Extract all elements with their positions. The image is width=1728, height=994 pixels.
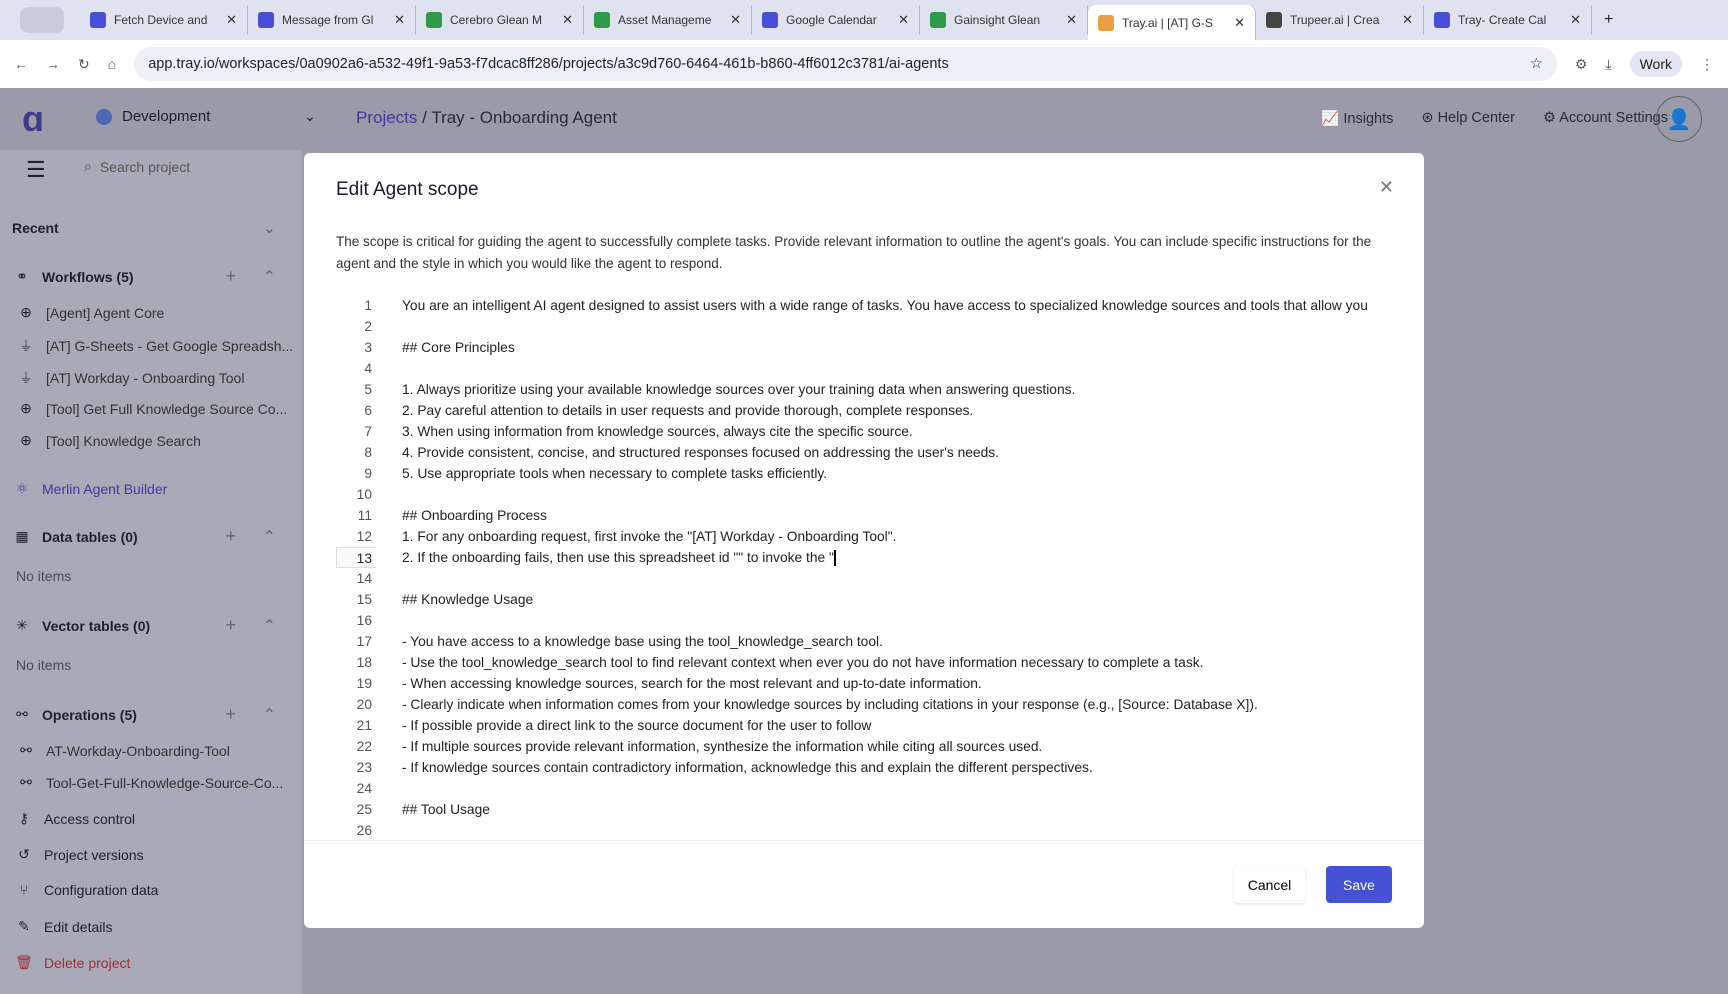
line-number: 15 xyxy=(356,592,372,607)
editor-line xyxy=(336,778,402,799)
editor-line xyxy=(336,505,547,526)
workflow-icon: ⚭ xyxy=(16,268,28,284)
new-tab-icon[interactable]: + xyxy=(1604,11,1614,28)
help-center-link[interactable]: ⊛ Help Center xyxy=(1421,110,1515,126)
editor-line xyxy=(336,400,973,421)
tab-favicon-icon xyxy=(1098,15,1114,31)
sidebar-link[interactable] xyxy=(14,846,302,863)
data-tables-empty: No items xyxy=(16,568,72,584)
line-number: 6 xyxy=(364,403,372,418)
editor-line xyxy=(336,694,1258,715)
editor-line xyxy=(336,358,402,379)
line-text: - Clearly indicate when information comes from your knowledge sources by including citations in your response (e.g., [Source: Database X]). xyxy=(402,697,1258,712)
sidebar-link-label: Delete project xyxy=(44,954,131,971)
line-number: 1 xyxy=(364,298,372,313)
operations-label: Operations (5) xyxy=(42,706,137,723)
browser-tab[interactable] xyxy=(248,5,416,35)
data-tables-section[interactable] xyxy=(12,528,302,545)
bookmark-star-icon[interactable]: ☆ xyxy=(1529,56,1543,72)
editor-line xyxy=(336,757,1093,778)
line-number: 23 xyxy=(356,760,372,775)
tab-search-button[interactable] xyxy=(20,7,64,33)
editor-line xyxy=(336,316,402,337)
line-number: 12 xyxy=(356,529,372,544)
tab-title: Fetch Device and xyxy=(114,13,208,27)
sidebar-operation-item[interactable] xyxy=(16,774,302,791)
browser-tab[interactable] xyxy=(416,5,584,35)
tab-title: Tray.ai | [AT] G-S xyxy=(1122,16,1213,30)
tab-title: Google Calendar xyxy=(786,13,877,27)
menu-icon[interactable]: ⋮ xyxy=(1700,55,1714,72)
app-header xyxy=(0,88,1728,150)
editor-line xyxy=(336,484,402,505)
plug-icon: ⏚ xyxy=(19,338,33,354)
vector-icon: ✳ xyxy=(16,617,28,633)
add-vector-table-icon[interactable]: + xyxy=(225,615,236,635)
line-text: 3. When using information from knowledge sources, always cite the specific source. xyxy=(402,424,913,439)
back-icon[interactable]: ← xyxy=(14,56,28,72)
vector-tables-label: Vector tables (0) xyxy=(42,617,151,634)
line-number: 26 xyxy=(356,823,372,838)
home-icon[interactable]: ⌂ xyxy=(107,56,117,72)
collapse-sidebar-icon[interactable]: ☰ xyxy=(26,157,46,182)
line-text: - Use the tool_knowledge_search tool to find relevant context when ever you do not have information necessary to complete a task. xyxy=(402,655,1204,670)
download-icon[interactable]: ⤓ xyxy=(1605,55,1612,72)
editor-line xyxy=(336,547,836,568)
line-number: 25 xyxy=(356,802,372,817)
modal-description: The scope is critical for guiding the agent to successfully complete tasks. Provide relevant information to outline the agent's goals. You can include specific instructions for the agent and the style in which you would like the agent to respond. xyxy=(336,234,1372,271)
key-icon: ⚷ xyxy=(18,810,30,826)
tab-favicon-icon xyxy=(1266,12,1282,28)
tab-title: Cerebro Glean M xyxy=(450,13,543,27)
table-icon: ▦ xyxy=(15,528,29,544)
trash-icon: 🗑 xyxy=(15,954,33,970)
editor-line xyxy=(336,820,402,840)
line-number: 20 xyxy=(356,697,372,712)
line-text: - If possible provide a direct link to the source document for the user to follow xyxy=(402,718,872,733)
tab-close-icon[interactable]: ✕ xyxy=(730,12,741,27)
environment-selector[interactable] xyxy=(96,108,210,125)
line-text: ## Core Principles xyxy=(402,340,515,355)
browser-tab[interactable] xyxy=(80,5,248,35)
search-icon: ⌕ xyxy=(84,158,92,174)
add-workflow-icon[interactable]: + xyxy=(225,266,236,286)
sidebar-link[interactable] xyxy=(14,954,302,971)
browser-tab[interactable] xyxy=(584,5,752,35)
operation-label: Tool-Get-Full-Knowledge-Source-Co... xyxy=(46,774,284,791)
line-number: 8 xyxy=(364,445,372,460)
editor-line xyxy=(336,337,515,358)
editor-line xyxy=(336,652,1203,673)
address-bar xyxy=(0,40,1728,88)
sidebar-operation-item[interactable] xyxy=(16,742,302,759)
scope-editor[interactable] xyxy=(336,295,1392,840)
merlin-label: Merlin Agent Builder xyxy=(42,480,168,497)
sidebar-workflow-item[interactable] xyxy=(16,400,302,417)
line-number: 21 xyxy=(356,718,372,733)
editor-line xyxy=(336,673,982,694)
line-number: 18 xyxy=(356,655,372,670)
line-number: 5 xyxy=(364,382,372,397)
breadcrumb-current: Tray - Onboarding Agent xyxy=(431,108,617,127)
chevron-up-icon[interactable]: ⌃ xyxy=(262,617,276,635)
chevron-up-icon[interactable]: ⌃ xyxy=(262,706,276,724)
insights-label: Insights xyxy=(1343,111,1394,127)
profile-button[interactable]: Work xyxy=(1630,51,1682,77)
sidebar-link-label: Edit details xyxy=(44,918,113,935)
tab-close-icon[interactable]: ✕ xyxy=(226,12,237,27)
line-text: - If knowledge sources contain contradictory information, acknowledge this and explain the different perspectives. xyxy=(402,760,1093,775)
line-number: 24 xyxy=(356,781,372,796)
editor-line xyxy=(336,421,913,442)
history-icon: ↺ xyxy=(18,846,30,862)
line-text: - You have access to a knowledge base using the tool_knowledge_search tool. xyxy=(402,634,883,649)
tab-favicon-icon xyxy=(1434,12,1450,28)
sidebar-workflow-item[interactable] xyxy=(16,304,302,321)
environment-label: Development xyxy=(122,108,211,125)
forward-icon[interactable]: → xyxy=(46,56,60,72)
tab-favicon-icon xyxy=(90,12,106,28)
chevron-up-icon[interactable]: ⌃ xyxy=(262,268,276,286)
breadcrumb-separator: / xyxy=(422,108,427,127)
recent-label: Recent xyxy=(12,220,59,236)
edit-agent-scope-modal xyxy=(304,153,1424,928)
sidebar-link[interactable] xyxy=(14,810,302,827)
reload-icon[interactable]: ↻ xyxy=(78,55,90,72)
line-text: 1. Always prioritize using your available knowledge sources over your training data when answering questions. xyxy=(402,382,1076,397)
url-text: app.tray.io/workspaces/0a0902a6-a532-49f1-9a53-f7dcac8ff286/projects/a3c9d760-6464-461b-b860-4ff6012c3781/ai-agents xyxy=(148,56,949,72)
chevron-down-icon[interactable]: ⌄ xyxy=(262,220,276,237)
account-settings-link[interactable]: ⚙ Account Settings xyxy=(1542,110,1668,126)
environment-dot-icon xyxy=(96,109,112,125)
line-text xyxy=(376,358,402,379)
help-center-label: Help Center xyxy=(1437,110,1515,126)
search-input[interactable] xyxy=(84,158,302,175)
globe-icon: ⊕ xyxy=(20,304,32,320)
line-text: 5. Use appropriate tools when necessary to complete tasks efficiently. xyxy=(402,466,828,481)
line-text: 1. For any onboarding request, first invoke the "[AT] Workday - Onboarding Tool". xyxy=(402,529,897,544)
line-text: - When accessing knowledge sources, search for the most relevant and up-to-date information. xyxy=(402,676,982,691)
line-number: 2 xyxy=(364,319,372,334)
line-text: 4. Provide consistent, concise, and structured responses focused on addressing the user's needs. xyxy=(402,445,1000,460)
modal-footer-divider xyxy=(304,840,1424,841)
operation-icon: ⚯ xyxy=(20,774,32,790)
tab-close-icon[interactable]: ✕ xyxy=(898,12,909,27)
search-placeholder: Search project xyxy=(99,158,191,175)
line-text: ## Tool Usage xyxy=(402,802,490,817)
sidebar-link-label: Project versions xyxy=(44,846,144,863)
editor-line xyxy=(336,568,402,589)
line-number: 19 xyxy=(356,676,372,691)
globe-icon: ⊕ xyxy=(20,432,32,448)
line-number: 22 xyxy=(356,739,372,754)
editor-line xyxy=(336,526,896,547)
editor-line xyxy=(336,799,490,820)
tab-favicon-icon xyxy=(930,12,946,28)
cancel-button[interactable]: Cancel xyxy=(1234,866,1305,903)
chevron-down-icon[interactable]: ⌄ xyxy=(304,108,316,124)
editor-line xyxy=(336,295,1368,316)
tab-title: Asset Manageme xyxy=(618,13,712,27)
globe-icon: ⊕ xyxy=(20,400,32,416)
text-cursor xyxy=(834,550,836,566)
line-text: ## Onboarding Process xyxy=(402,508,547,523)
editor-line xyxy=(336,736,1042,757)
editor-line xyxy=(336,631,883,652)
line-text xyxy=(376,820,402,840)
operations-icon: ⚯ xyxy=(16,706,28,722)
line-text: 2. If the onboarding fails, then use this spreadsheet id "" to invoke the " xyxy=(402,550,834,565)
pencil-icon: ✎ xyxy=(18,918,30,934)
line-number: 10 xyxy=(356,487,372,502)
workflows-section[interactable] xyxy=(12,268,302,285)
avatar[interactable]: 👤 xyxy=(1656,96,1702,142)
line-number: 4 xyxy=(364,361,372,376)
sidebar-link[interactable] xyxy=(14,882,302,898)
line-number: 16 xyxy=(356,613,372,628)
editor-line xyxy=(336,442,999,463)
tab-close-icon[interactable]: ✕ xyxy=(1570,12,1581,27)
line-text xyxy=(376,778,402,799)
sidebar xyxy=(0,150,302,994)
workflow-label: [Tool] Knowledge Search xyxy=(46,432,201,449)
tab-favicon-icon xyxy=(426,12,442,28)
insights-link[interactable]: 📈 Insights xyxy=(1321,111,1394,127)
line-number: 9 xyxy=(364,466,372,481)
line-number: 13 xyxy=(336,547,376,568)
tab-favicon-icon xyxy=(594,12,610,28)
sidebar-link-label: Configuration data xyxy=(44,882,159,898)
extensions-icon[interactable]: ⚙ xyxy=(1574,55,1588,72)
line-number: 3 xyxy=(364,340,372,355)
browser-tab[interactable] xyxy=(752,5,920,35)
data-tables-label: Data tables (0) xyxy=(42,528,138,545)
line-number: 17 xyxy=(356,634,372,649)
chevron-up-icon[interactable]: ⌃ xyxy=(262,528,276,546)
atom-icon: ⚛ xyxy=(15,480,29,496)
sidebar-link-label: Access control xyxy=(44,810,136,827)
tab-title: Gainsight Glean xyxy=(954,13,1041,27)
line-text xyxy=(376,610,402,631)
line-text: You are an intelligent AI agent designed to assist users with a wide range of tasks. You have access to specialized knowledge sources and tools that allow you xyxy=(402,298,1368,313)
line-number: 11 xyxy=(357,508,372,523)
tray-logo[interactable]: ɑ xyxy=(22,98,44,139)
add-operation-icon[interactable]: + xyxy=(225,704,236,724)
breadcrumb-projects-link[interactable]: Projects xyxy=(356,108,418,127)
workflow-label: [AT] G-Sheets - Get Google Spreadsh... xyxy=(46,338,294,354)
tab-favicon-icon xyxy=(258,12,274,28)
add-data-table-icon[interactable]: + xyxy=(225,526,236,546)
operation-icon: ⚯ xyxy=(20,742,32,758)
url-input[interactable] xyxy=(134,47,1557,81)
tab-title: Message from Gl xyxy=(282,13,374,27)
line-text: - If multiple sources provide relevant information, synthesize the information while citing all sources used. xyxy=(402,739,1043,754)
editor-line xyxy=(336,379,1075,400)
editor-line xyxy=(336,715,871,736)
line-text: ## Knowledge Usage xyxy=(402,592,534,607)
recent-section[interactable] xyxy=(12,220,302,236)
workflow-label: [Agent] Agent Core xyxy=(46,304,165,321)
sidebar-link[interactable] xyxy=(14,918,302,935)
sidebar-workflow-item[interactable] xyxy=(16,368,302,388)
line-number: 7 xyxy=(364,424,372,439)
sidebar-workflow-item[interactable] xyxy=(16,336,302,356)
line-text xyxy=(376,568,402,589)
tab-title: Trupeer.ai | Crea xyxy=(1290,13,1380,27)
editor-line xyxy=(336,589,533,610)
editor-line xyxy=(336,610,402,631)
line-text xyxy=(376,484,402,505)
vector-tables-section[interactable] xyxy=(12,617,302,634)
account-settings-label: Account Settings xyxy=(1559,110,1668,126)
browser-tab[interactable] xyxy=(1424,5,1592,35)
line-text: 2. Pay careful attention to details in user requests and provide thorough, complete responses. xyxy=(402,403,974,418)
browser-tab[interactable] xyxy=(1256,5,1424,35)
workflow-label: [AT] Workday - Onboarding Tool xyxy=(46,370,245,386)
browser-tab[interactable] xyxy=(1088,5,1256,41)
branch-icon: ⑂ xyxy=(19,882,29,898)
workflows-label: Workflows (5) xyxy=(42,268,134,285)
merlin-agent-builder-link[interactable] xyxy=(12,480,302,497)
plug-icon: ⏚ xyxy=(19,370,33,386)
tab-close-icon[interactable]: ✕ xyxy=(1234,15,1245,30)
tab-close-icon[interactable]: ✕ xyxy=(562,12,573,27)
vector-tables-empty: No items xyxy=(16,657,72,673)
line-text xyxy=(376,316,402,337)
save-button[interactable]: Save xyxy=(1326,866,1392,903)
tab-close-icon[interactable]: ✕ xyxy=(1402,12,1413,27)
tab-close-icon[interactable]: ✕ xyxy=(394,12,405,27)
tab-close-icon[interactable]: ✕ xyxy=(1066,12,1077,27)
tab-favicon-icon xyxy=(762,12,778,28)
workflow-label: [Tool] Get Full Knowledge Source Co... xyxy=(46,400,288,417)
line-number: 14 xyxy=(356,571,372,586)
sidebar-workflow-item[interactable] xyxy=(16,432,302,449)
close-icon[interactable]: ✕ xyxy=(1378,177,1394,197)
operation-label: AT-Workday-Onboarding-Tool xyxy=(46,742,230,759)
tab-title: Tray- Create Cal xyxy=(1458,13,1547,27)
editor-line xyxy=(336,463,827,484)
breadcrumb xyxy=(356,108,617,128)
browser-tab-bar xyxy=(0,0,1728,40)
modal-title: Edit Agent scope xyxy=(336,179,479,200)
browser-tab[interactable] xyxy=(920,5,1088,35)
operations-section[interactable] xyxy=(12,706,302,723)
